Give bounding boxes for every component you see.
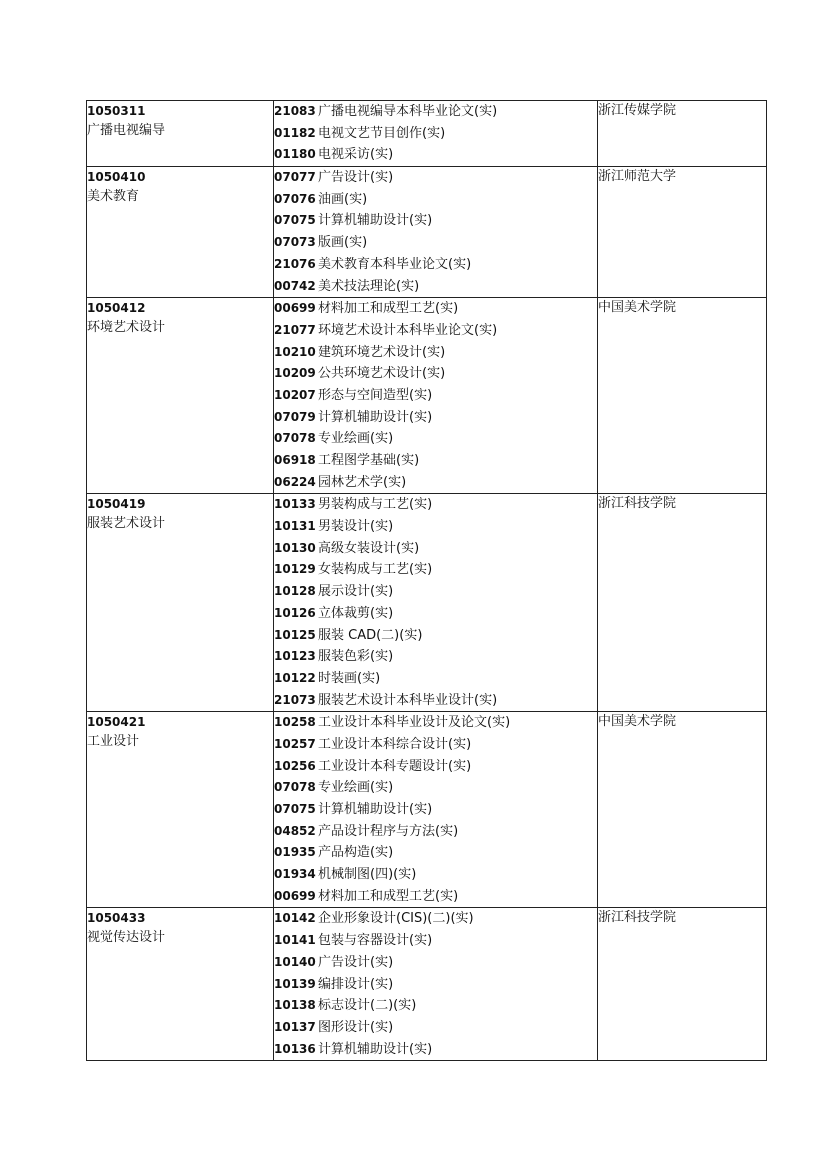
course-name: 计算机辅助设计(实) [318,802,433,817]
course-code: 07078 [274,431,316,446]
list-item [274,516,597,538]
table-row [87,167,767,298]
course-code: 00699 [274,301,316,316]
course-name: 广播电视编导本科毕业论文(实) [318,104,498,119]
list-item [274,864,597,886]
table-row [87,494,767,712]
course-code: 21083 [274,104,316,118]
major-cell [87,101,274,167]
course-code: 01935 [274,845,316,860]
course-name: 环境艺术设计本科毕业论文(实) [318,322,498,338]
major-cell [87,908,274,1061]
course-code: 10123 [274,649,316,664]
major-code: 1050412 [87,301,146,316]
course-name: 展示设计(实) [318,584,394,600]
course-code: 10139 [274,976,316,991]
list-item [274,494,597,516]
list-item [274,123,597,145]
course-code: 10142 [274,911,316,926]
list-item [274,167,597,189]
course-name: 电视采访(实) [318,147,394,163]
course-name: 工程图学基础(实) [318,453,420,468]
list-item [274,1017,597,1039]
course-code: 10131 [274,519,316,534]
course-name: 产品构造(实) [318,845,394,861]
list-item [274,974,597,996]
major-code: 1050410 [87,170,146,185]
course-name: 形态与空间造型(实) [318,387,433,403]
list-item [274,276,597,298]
school-cell: 浙江师范大学 [598,167,767,298]
majors-table-body [87,101,767,1061]
list-item [274,842,597,864]
course-code: 21073 [274,692,316,707]
course-code: 07079 [274,409,316,424]
courses-cell [274,908,598,1061]
list-item [274,538,597,560]
course-name: 编排设计(实) [318,976,394,992]
course-code: 10136 [274,1041,316,1056]
list-item [274,385,597,407]
major-code: 1050311 [87,104,146,118]
major-cell [87,494,274,712]
course-code: 10138 [274,998,316,1013]
list-item [274,210,597,232]
course-name: 服装色彩(实) [318,649,394,665]
course-code: 10257 [274,736,316,751]
course-name: 图形设计(实) [318,1019,394,1035]
list-item [274,298,597,320]
major-code: 1050433 [87,911,146,926]
course-code: 10256 [274,758,316,773]
list-item [274,144,597,166]
courses-cell [274,298,598,494]
list-item [274,472,597,494]
list-item [274,668,597,690]
list-item [274,603,597,625]
list-item [274,254,597,276]
course-code: 07078 [274,780,316,795]
course-name: 服装艺术设计本科毕业设计(实) [318,692,498,708]
course-name: 电视文艺节目创作(实) [318,125,446,141]
course-code: 01180 [274,147,316,162]
list-item [274,995,597,1017]
list-item [274,952,597,974]
course-code: 10137 [274,1019,316,1034]
table-row [87,712,767,908]
course-code: 07075 [274,802,316,816]
list-item [274,734,597,756]
major-cell [87,712,274,908]
course-name: 广告设计(实) [318,170,394,186]
course-code: 06918 [274,453,316,467]
course-name: 版画(实) [318,235,368,251]
major-code: 1050421 [87,715,146,730]
course-name: 公共环境艺术设计(实) [318,366,446,382]
school-cell: 浙江科技学院 [598,494,767,712]
list-item [274,1039,597,1061]
course-name: 材料加工和成型工艺(实) [318,301,459,317]
course-name: 专业绘画(实) [318,431,394,447]
list-item [274,821,597,843]
course-code: 07073 [274,235,316,250]
course-code: 04852 [274,823,316,838]
course-code: 10207 [274,387,316,402]
course-name: 美术教育本科毕业论文(实) [318,256,472,272]
list-item [274,712,597,734]
course-name: 工业设计本科毕业设计及论文(实) [318,715,511,731]
course-code: 10128 [274,584,316,599]
course-code: 10140 [274,954,316,969]
course-name: 标志设计(二)(实) [318,998,417,1014]
course-code: 10126 [274,605,316,620]
course-code: 10258 [274,715,316,730]
course-name: 男装设计(实) [318,519,394,535]
course-name: 时装画(实) [318,670,381,686]
course-name: 计算机辅助设计(实) [318,213,433,229]
list-item [274,320,597,342]
courses-cell [274,712,598,908]
course-name: 计算机辅助设计(实) [318,409,433,425]
course-code: 01934 [274,867,316,882]
major-name: 环境艺术设计 [87,320,166,336]
major-name: 广播电视编导 [87,123,166,138]
course-name: 女装构成与工艺(实) [318,562,433,578]
course-name: 立体裁剪(实) [318,605,394,621]
course-code: 10210 [274,344,316,359]
course-code: 10141 [274,933,316,948]
table-row [87,908,767,1061]
course-code: 07076 [274,191,316,206]
course-name: 高级女装设计(实) [318,540,420,556]
courses-cell [274,167,598,298]
course-name: 男装构成与工艺(实) [318,497,433,513]
list-item [274,363,597,385]
courses-cell [274,101,598,167]
course-code: 10125 [274,627,316,642]
course-name: 包装与容器设计(实) [318,933,433,949]
list-item [274,625,597,647]
major-name: 美术教育 [87,189,140,205]
list-item [274,101,597,123]
list-item [274,908,597,930]
course-name: 专业绘画(实) [318,780,394,796]
list-item [274,690,597,712]
list-item [274,189,597,211]
list-item [274,756,597,778]
course-name: 材料加工和成型工艺(实) [318,888,459,904]
major-name: 工业设计 [87,734,140,750]
course-name: 美术技法理论(实) [318,278,420,294]
table-row [87,101,767,167]
list-item [274,930,597,952]
course-code: 00699 [274,888,316,903]
major-code: 1050419 [87,497,146,512]
school-cell: 浙江科技学院 [598,908,767,1061]
list-item [274,342,597,364]
courses-cell [274,494,598,712]
course-name: 产品设计程序与方法(实) [318,823,459,839]
course-code: 10130 [274,540,316,555]
school-cell: 浙江传媒学院 [598,101,767,167]
majors-table [86,100,767,1061]
course-code: 01182 [274,125,316,140]
major-name: 服装艺术设计 [87,516,166,532]
school-cell: 中国美术学院 [598,298,767,494]
course-code: 10133 [274,497,316,512]
course-name: 机械制图(四)(实) [318,867,417,883]
course-code: 10122 [274,670,316,685]
course-code: 10129 [274,562,316,577]
list-item [274,428,597,450]
course-name: 广告设计(实) [318,954,394,970]
course-code: 07075 [274,213,316,228]
list-item [274,450,597,472]
course-code: 10209 [274,366,316,381]
course-code: 21077 [274,322,316,337]
course-name: 油画(实) [318,191,368,207]
major-cell [87,298,274,494]
list-item [274,886,597,908]
list-item [274,559,597,581]
major-name: 视觉传达设计 [87,930,166,946]
course-name: 园林艺术学(实) [318,474,407,490]
course-code: 07077 [274,170,316,185]
course-code: 21076 [274,256,316,271]
course-name: 工业设计本科专题设计(实) [318,758,472,774]
table-row [87,298,767,494]
course-name: 工业设计本科综合设计(实) [318,736,472,752]
course-name: 计算机辅助设计(实) [318,1041,433,1057]
list-item [274,232,597,254]
list-item [274,646,597,668]
course-name: 企业形象设计(CIS)(二)(实) [318,911,474,927]
course-code: 00742 [274,278,316,293]
major-cell [87,167,274,298]
list-item [274,777,597,799]
list-item [274,407,597,429]
course-name: 服装 CAD(二)(实) [318,627,423,643]
list-item [274,799,597,821]
list-item [274,581,597,603]
course-code: 06224 [274,474,316,489]
course-name: 建筑环境艺术设计(实) [318,344,446,360]
school-cell: 中国美术学院 [598,712,767,908]
